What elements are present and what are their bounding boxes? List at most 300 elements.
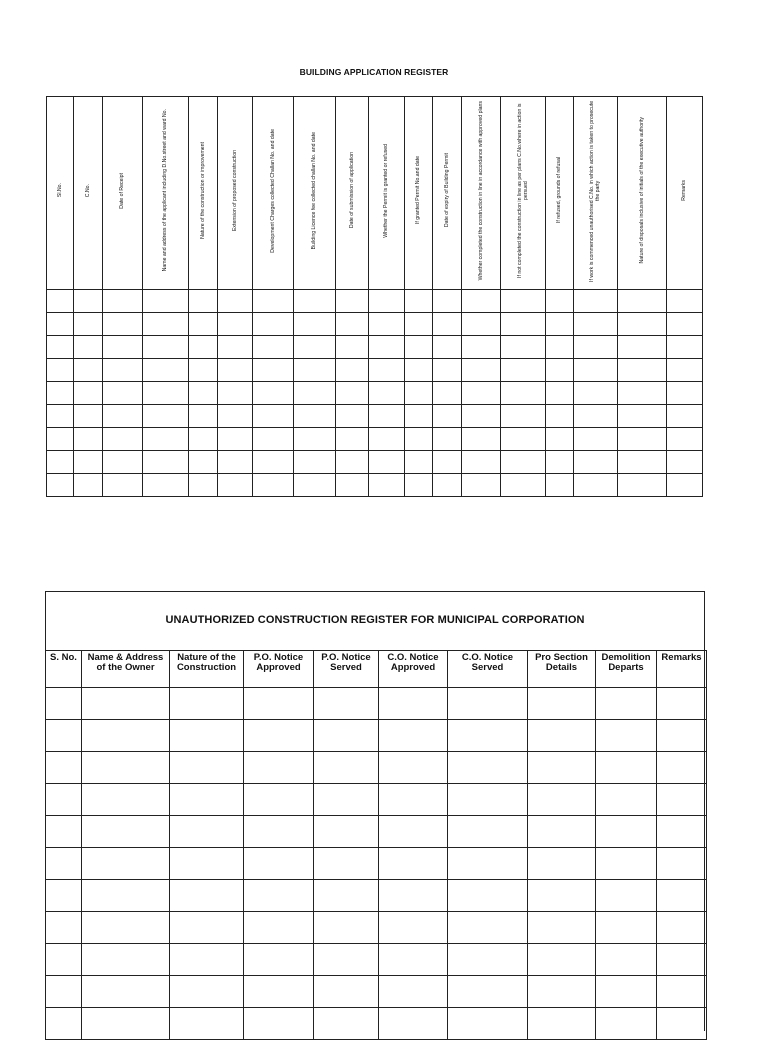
table-cell — [244, 816, 314, 848]
table-cell — [667, 290, 703, 313]
table-cell — [448, 688, 528, 720]
table-cell — [657, 976, 707, 1008]
building-register-title: BUILDING APPLICATION REGISTER — [299, 67, 449, 77]
table-cell — [218, 451, 253, 474]
table-cell — [46, 944, 82, 976]
table-cell — [336, 428, 369, 451]
table-cell — [462, 428, 501, 451]
table-cell — [244, 944, 314, 976]
table-cell — [462, 290, 501, 313]
table-cell — [253, 451, 294, 474]
table-cell — [244, 720, 314, 752]
table-cell — [528, 912, 596, 944]
table-cell — [103, 290, 143, 313]
column-header-label: Whether the Permit is granted or refused — [383, 143, 390, 238]
table-cell — [314, 752, 379, 784]
table-cell — [74, 336, 103, 359]
table-row — [46, 976, 707, 1008]
table-cell — [314, 784, 379, 816]
column-header — [501, 97, 546, 290]
table-cell — [462, 313, 501, 336]
table-cell — [170, 752, 244, 784]
table-cell — [667, 428, 703, 451]
table-cell — [314, 688, 379, 720]
table-cell — [103, 451, 143, 474]
column-header-label: Name and address of the applicant including D.No.street and ward No. — [162, 109, 169, 272]
table-cell — [103, 405, 143, 428]
table-cell — [336, 382, 369, 405]
table-cell — [336, 313, 369, 336]
column-header-label: If not completed the construction in line as per plans C.No.where in action is persued — [516, 103, 529, 278]
table-cell — [253, 313, 294, 336]
table-cell — [501, 336, 546, 359]
table-cell — [657, 944, 707, 976]
table-cell — [369, 428, 405, 451]
table-cell — [170, 944, 244, 976]
column-header — [596, 651, 657, 688]
table-cell — [189, 451, 218, 474]
table-cell — [189, 336, 218, 359]
table-cell — [244, 784, 314, 816]
table-cell — [501, 382, 546, 405]
table-cell — [596, 944, 657, 976]
table-cell — [170, 784, 244, 816]
table-cell — [218, 428, 253, 451]
table-cell — [189, 428, 218, 451]
table-cell — [336, 474, 369, 497]
table-cell — [574, 474, 618, 497]
table-cell — [546, 405, 574, 428]
table-cell — [369, 359, 405, 382]
table-cell — [46, 752, 82, 784]
table-cell — [618, 474, 667, 497]
table-cell — [74, 428, 103, 451]
column-header-label: Nature of the Construction — [176, 652, 237, 673]
table-cell — [618, 313, 667, 336]
table-cell — [336, 405, 369, 428]
table-cell — [405, 405, 433, 428]
table-cell — [47, 313, 74, 336]
table-cell — [46, 688, 82, 720]
table-cell — [448, 944, 528, 976]
table-cell — [433, 359, 462, 382]
table-cell — [170, 816, 244, 848]
table-cell — [405, 451, 433, 474]
column-header — [433, 97, 462, 290]
table-cell — [501, 359, 546, 382]
table-cell — [369, 474, 405, 497]
table-cell — [546, 474, 574, 497]
column-header — [448, 651, 528, 688]
table-cell — [657, 912, 707, 944]
column-header-label: C.O. Notice Served — [461, 652, 514, 673]
table-cell — [379, 720, 448, 752]
column-header-label: Pro Section Details — [535, 652, 588, 673]
table-cell — [657, 688, 707, 720]
table-cell — [405, 336, 433, 359]
table-cell — [528, 848, 596, 880]
table-cell — [618, 451, 667, 474]
table-cell — [546, 336, 574, 359]
column-header-label: C.O. Notice Approved — [387, 652, 439, 673]
table-cell — [189, 474, 218, 497]
table-cell — [336, 336, 369, 359]
table-cell — [74, 313, 103, 336]
table-cell — [618, 428, 667, 451]
table-cell — [103, 313, 143, 336]
table-cell — [170, 720, 244, 752]
table-cell — [294, 451, 336, 474]
table-cell — [82, 944, 170, 976]
table-cell — [294, 290, 336, 313]
table-row — [46, 912, 707, 944]
table-row — [47, 405, 703, 428]
table-cell — [596, 880, 657, 912]
table-cell — [501, 451, 546, 474]
column-header-label: If granted Permit No.and date — [415, 156, 422, 225]
table-cell — [528, 816, 596, 848]
table-cell — [294, 313, 336, 336]
column-header — [189, 97, 218, 290]
unauthorized-register-header-row — [46, 651, 707, 688]
table-row — [47, 382, 703, 405]
table-row — [46, 784, 707, 816]
table-cell — [336, 290, 369, 313]
table-cell — [294, 382, 336, 405]
table-row — [46, 752, 707, 784]
table-row — [46, 688, 707, 720]
table-cell — [253, 474, 294, 497]
table-cell — [218, 313, 253, 336]
column-header — [103, 97, 143, 290]
table-cell — [657, 816, 707, 848]
column-header-label: Sl.No. — [56, 183, 63, 198]
table-cell — [618, 290, 667, 313]
table-cell — [253, 428, 294, 451]
table-cell — [462, 382, 501, 405]
table-cell — [253, 382, 294, 405]
table-cell — [667, 474, 703, 497]
column-header — [170, 651, 244, 688]
table-row — [47, 359, 703, 382]
table-cell — [218, 336, 253, 359]
column-header — [574, 97, 618, 290]
table-cell — [189, 359, 218, 382]
table-cell — [433, 451, 462, 474]
table-cell — [667, 336, 703, 359]
table-row — [46, 944, 707, 976]
table-cell — [369, 290, 405, 313]
table-cell — [618, 405, 667, 428]
table-row — [46, 848, 707, 880]
table-cell — [103, 382, 143, 405]
table-cell — [314, 816, 379, 848]
column-header-label: Building Licence fee collected challan No. and date — [311, 131, 318, 250]
table-cell — [46, 816, 82, 848]
table-row — [47, 290, 703, 313]
column-header — [379, 651, 448, 688]
column-header-label: Development Charges collected Challan No. and date — [269, 128, 276, 253]
table-cell — [82, 720, 170, 752]
column-header-label: Date of submission of application — [348, 152, 355, 229]
table-cell — [657, 848, 707, 880]
table-cell — [82, 816, 170, 848]
table-cell — [244, 880, 314, 912]
table-cell — [143, 313, 189, 336]
table-cell — [74, 290, 103, 313]
column-header — [462, 97, 501, 290]
table-cell — [189, 405, 218, 428]
table-cell — [574, 428, 618, 451]
table-cell — [528, 944, 596, 976]
table-cell — [244, 848, 314, 880]
table-cell — [448, 720, 528, 752]
table-cell — [189, 290, 218, 313]
table-cell — [314, 720, 379, 752]
table-cell — [574, 313, 618, 336]
column-header-label: P.O. Notice Approved — [253, 652, 304, 673]
table-cell — [143, 382, 189, 405]
table-cell — [596, 784, 657, 816]
unauthorized-construction-register-table — [45, 650, 707, 1040]
table-cell — [103, 428, 143, 451]
table-cell — [528, 688, 596, 720]
table-cell — [47, 405, 74, 428]
table-cell — [244, 912, 314, 944]
table-cell — [103, 336, 143, 359]
table-row — [47, 451, 703, 474]
table-cell — [143, 428, 189, 451]
column-header — [47, 97, 74, 290]
table-cell — [379, 688, 448, 720]
table-row — [47, 428, 703, 451]
table-row — [47, 474, 703, 497]
column-header — [546, 97, 574, 290]
table-cell — [294, 428, 336, 451]
table-cell — [143, 359, 189, 382]
column-header-label: P.O. Notice Served — [321, 652, 371, 673]
table-cell — [462, 336, 501, 359]
column-header — [314, 651, 379, 688]
table-cell — [369, 451, 405, 474]
table-cell — [528, 752, 596, 784]
table-cell — [244, 752, 314, 784]
table-cell — [546, 451, 574, 474]
column-header-label: Demolition Departs — [601, 652, 651, 673]
table-cell — [253, 359, 294, 382]
table-cell — [143, 451, 189, 474]
table-cell — [314, 944, 379, 976]
column-header-label: Date of Receipt — [119, 172, 126, 209]
table-cell — [218, 474, 253, 497]
table-cell — [170, 976, 244, 1008]
table-cell — [218, 405, 253, 428]
table-cell — [74, 359, 103, 382]
table-cell — [433, 290, 462, 313]
table-cell — [143, 474, 189, 497]
table-cell — [189, 313, 218, 336]
column-header-label: If refused, grounds of refusal — [556, 157, 563, 224]
table-cell — [433, 382, 462, 405]
column-header-label: Name & Address of the Owner — [87, 652, 164, 673]
table-cell — [143, 405, 189, 428]
column-header — [294, 97, 336, 290]
table-cell — [596, 816, 657, 848]
column-header-label: Extension of proposed construction — [231, 149, 238, 232]
table-cell — [667, 451, 703, 474]
table-cell — [574, 336, 618, 359]
table-cell — [379, 912, 448, 944]
table-cell — [379, 848, 448, 880]
table-cell — [448, 816, 528, 848]
table-cell — [170, 912, 244, 944]
table-cell — [574, 382, 618, 405]
table-cell — [314, 976, 379, 1008]
table-cell — [405, 313, 433, 336]
table-cell — [244, 976, 314, 1008]
table-cell — [448, 752, 528, 784]
table-cell — [448, 912, 528, 944]
table-cell — [314, 912, 379, 944]
table-cell — [546, 428, 574, 451]
table-cell — [170, 848, 244, 880]
table-cell — [596, 720, 657, 752]
table-cell — [82, 848, 170, 880]
table-row — [47, 313, 703, 336]
column-header — [369, 97, 405, 290]
unauthorized-register-title: UNAUTHORIZED CONSTRUCTION REGISTER FOR MUNICIPAL CORPORATION — [165, 614, 585, 626]
table-cell — [46, 976, 82, 1008]
table-cell — [448, 848, 528, 880]
table-row — [46, 816, 707, 848]
table-cell — [369, 405, 405, 428]
table-cell — [46, 784, 82, 816]
table-cell — [618, 336, 667, 359]
table-cell — [74, 382, 103, 405]
table-cell — [47, 290, 74, 313]
column-header — [618, 97, 667, 290]
column-header — [405, 97, 433, 290]
table-cell — [657, 880, 707, 912]
table-cell — [405, 474, 433, 497]
table-cell — [379, 784, 448, 816]
table-cell — [74, 451, 103, 474]
table-cell — [501, 405, 546, 428]
table-cell — [244, 688, 314, 720]
table-cell — [82, 880, 170, 912]
table-cell — [596, 752, 657, 784]
table-cell — [596, 848, 657, 880]
table-cell — [667, 359, 703, 382]
column-header — [336, 97, 369, 290]
table-cell — [143, 290, 189, 313]
table-cell — [314, 880, 379, 912]
column-header-label: If work is commenced unauthorised C.No. in which action is taken to prosecute the party — [589, 99, 602, 282]
table-cell — [143, 336, 189, 359]
table-cell — [448, 784, 528, 816]
column-header-label: Date of expiry of Building Permit — [443, 153, 450, 228]
table-cell — [667, 405, 703, 428]
column-header — [244, 651, 314, 688]
table-cell — [189, 382, 218, 405]
table-cell — [253, 405, 294, 428]
column-header — [657, 651, 707, 688]
table-cell — [574, 405, 618, 428]
table-cell — [47, 382, 74, 405]
table-cell — [294, 359, 336, 382]
table-cell — [294, 474, 336, 497]
table-cell — [546, 382, 574, 405]
table-cell — [657, 720, 707, 752]
table-cell — [218, 290, 253, 313]
table-cell — [218, 382, 253, 405]
table-cell — [218, 359, 253, 382]
table-cell — [103, 474, 143, 497]
building-application-register-table — [46, 96, 703, 497]
table-cell — [47, 336, 74, 359]
table-cell — [379, 816, 448, 848]
column-header — [218, 97, 253, 290]
table-cell — [47, 359, 74, 382]
column-header-label: Remarks — [661, 652, 702, 663]
table-cell — [433, 336, 462, 359]
table-cell — [433, 405, 462, 428]
table-cell — [618, 382, 667, 405]
table-cell — [82, 912, 170, 944]
table-cell — [596, 976, 657, 1008]
table-cell — [405, 359, 433, 382]
table-cell — [501, 428, 546, 451]
table-cell — [46, 848, 82, 880]
table-cell — [528, 784, 596, 816]
column-header — [528, 651, 596, 688]
table-cell — [82, 688, 170, 720]
table-cell — [47, 474, 74, 497]
table-cell — [405, 428, 433, 451]
building-register-body — [47, 290, 703, 497]
table-cell — [82, 976, 170, 1008]
table-cell — [46, 912, 82, 944]
table-cell — [528, 976, 596, 1008]
table-cell — [574, 359, 618, 382]
table-cell — [405, 290, 433, 313]
table-cell — [74, 405, 103, 428]
table-cell — [379, 944, 448, 976]
table-cell — [462, 405, 501, 428]
table-cell — [170, 880, 244, 912]
table-cell — [433, 428, 462, 451]
table-cell — [574, 290, 618, 313]
column-header — [82, 651, 170, 688]
column-header — [143, 97, 189, 290]
table-cell — [574, 451, 618, 474]
table-cell — [528, 720, 596, 752]
table-row — [46, 880, 707, 912]
table-cell — [46, 720, 82, 752]
table-cell — [501, 474, 546, 497]
table-row — [46, 720, 707, 752]
table-cell — [546, 313, 574, 336]
table-cell — [618, 359, 667, 382]
column-header-label: Nature of the construction or improvement — [199, 142, 206, 239]
table-cell — [448, 880, 528, 912]
table-cell — [336, 451, 369, 474]
column-header — [253, 97, 294, 290]
table-cell — [596, 688, 657, 720]
column-header — [74, 97, 103, 290]
table-cell — [253, 336, 294, 359]
table-cell — [47, 428, 74, 451]
